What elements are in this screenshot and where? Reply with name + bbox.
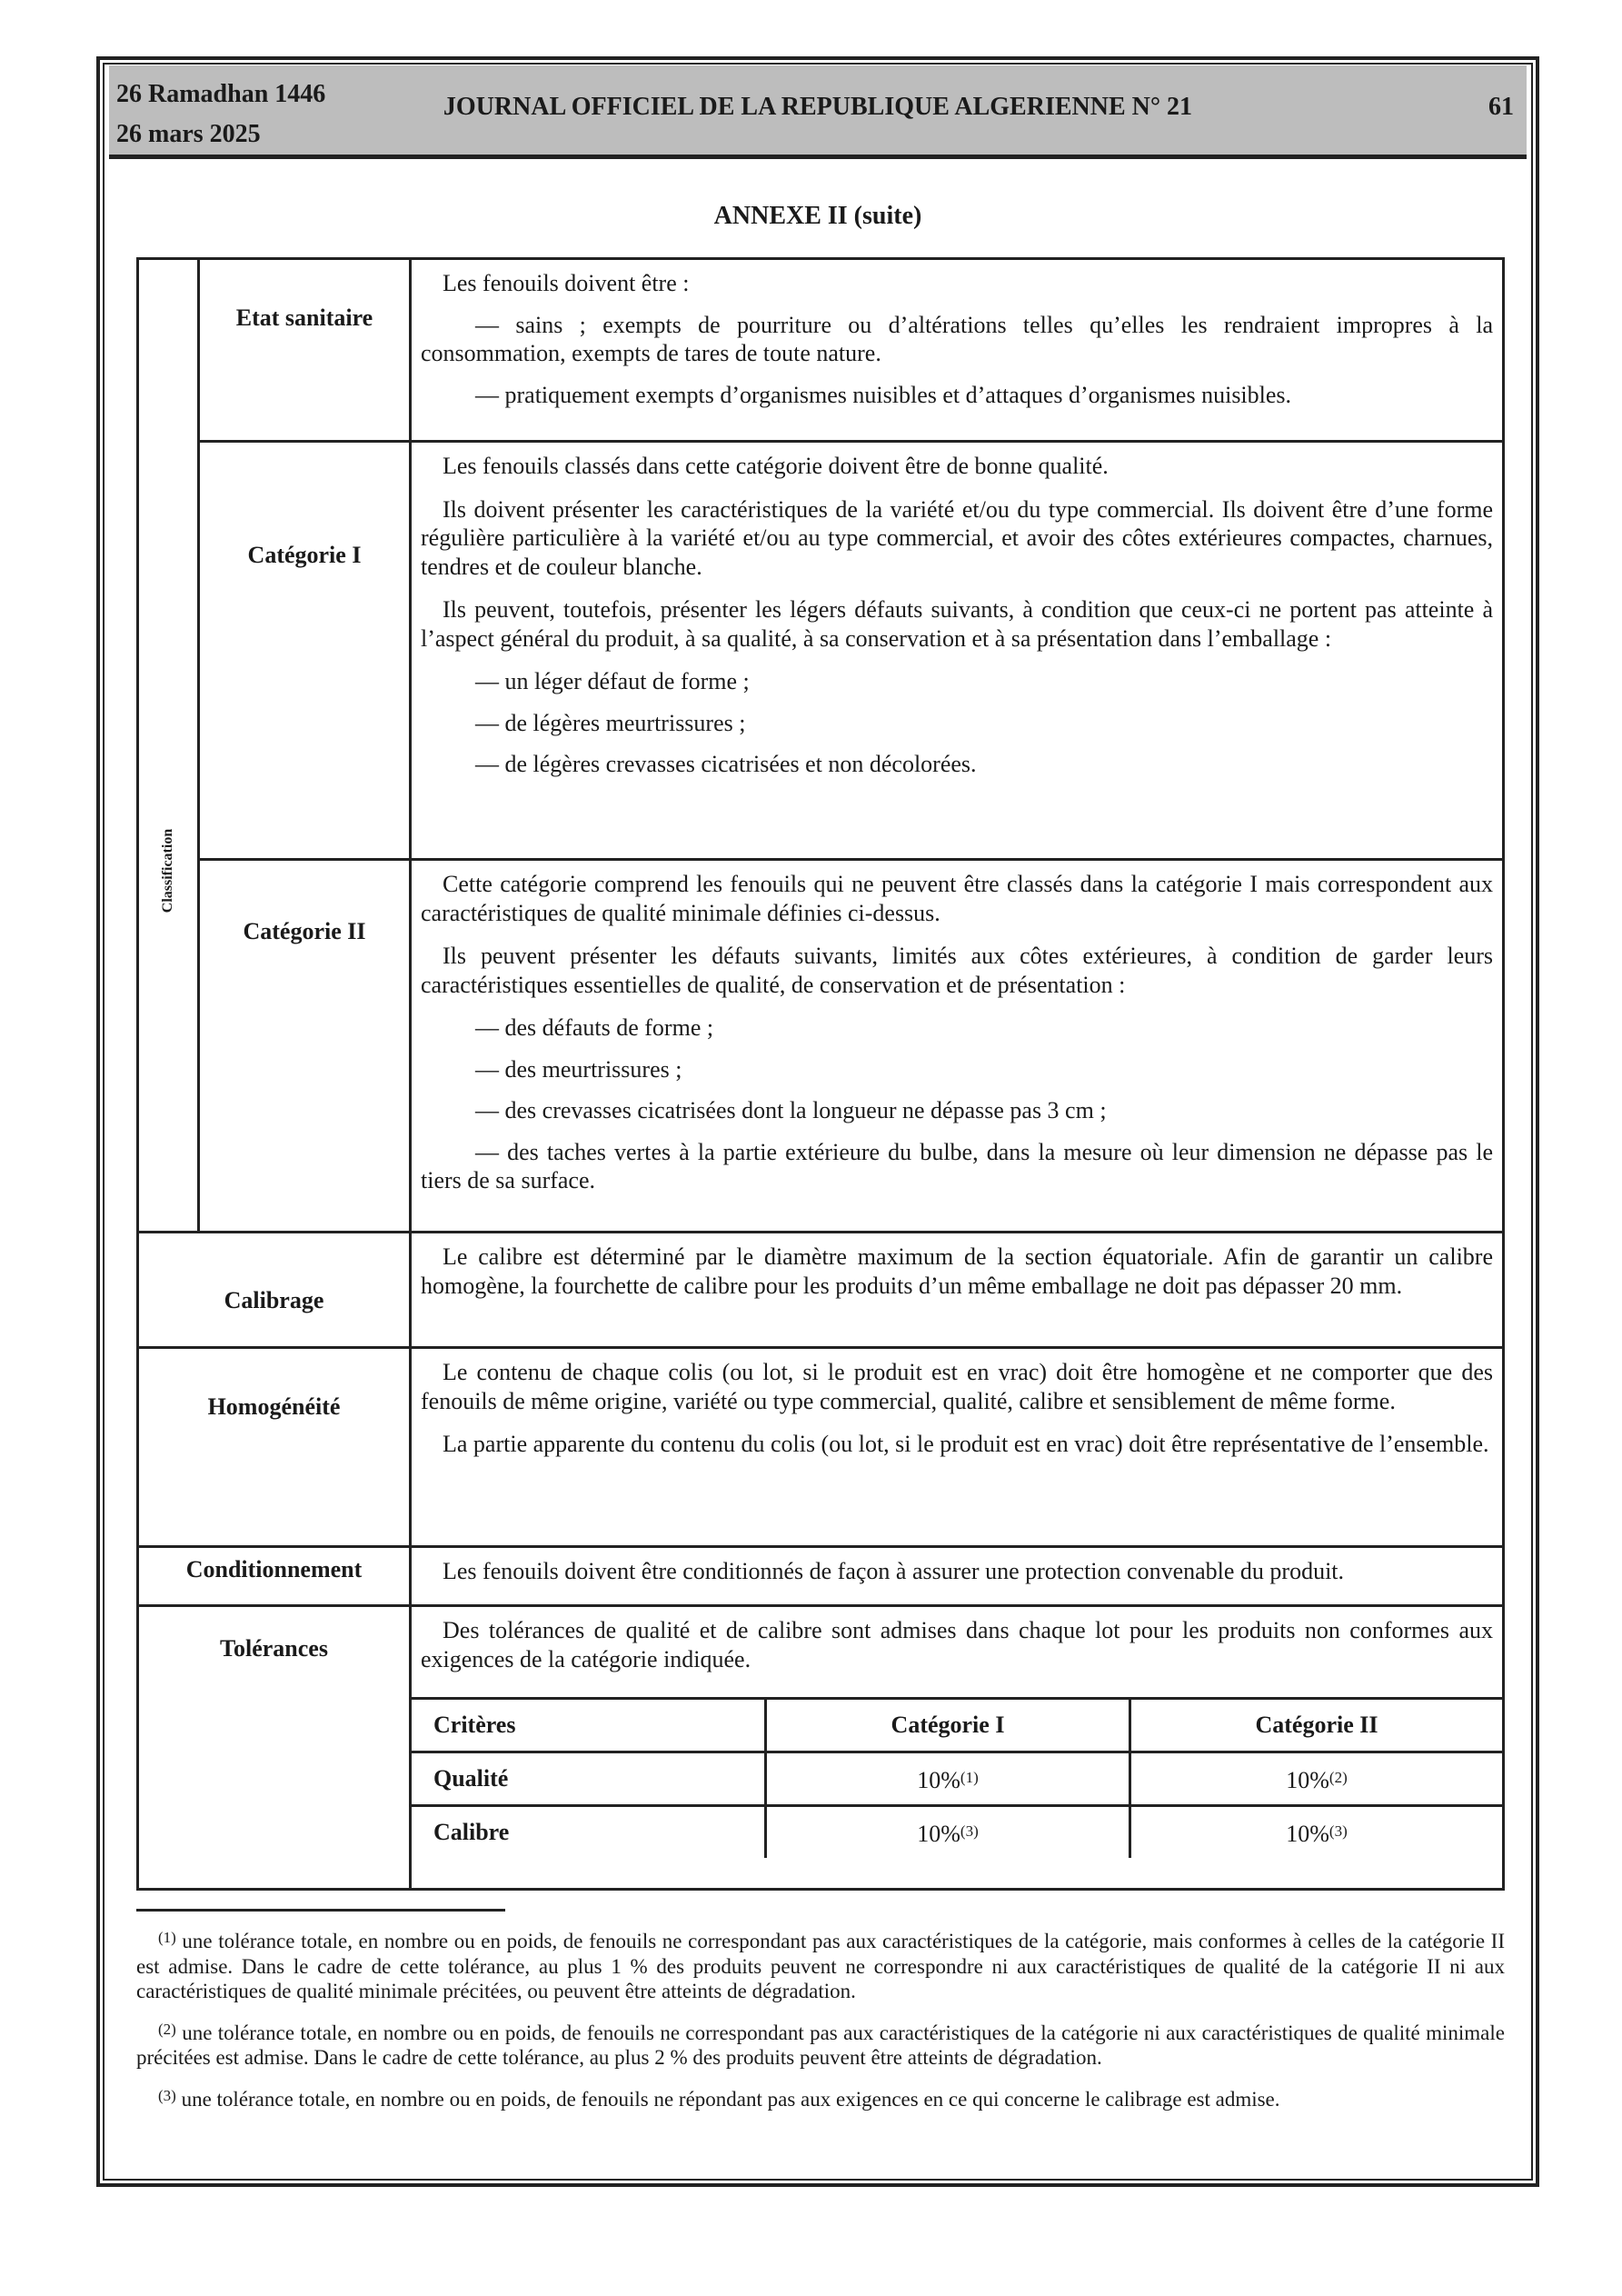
row-categorie-2 (138, 860, 1504, 1233)
critere-cell: Calibre (412, 1806, 766, 1859)
footnote-mark: (3) (158, 2086, 176, 2104)
header-criteres: Critères (412, 1699, 766, 1752)
paragraph: Les fenouils doivent être : (443, 270, 690, 296)
row-homogeneite (138, 1348, 1504, 1547)
header-categorie-1: Catégorie I (766, 1699, 1130, 1752)
paragraph: Ils peuvent, toutefois, présenter les légers défauts suivants, à condition que ceux-ci ne portent pas atteinte à l’aspect général du produit, à sa qualité, à sa conservation et à sa présentation dans l’emballage : (421, 596, 1493, 652)
value: 10% (1286, 1766, 1329, 1793)
tolerance-header-row (412, 1699, 1502, 1752)
table-row (412, 1806, 1502, 1859)
list-item: — des défauts de forme ; (475, 1014, 714, 1041)
content-conditionnement (411, 1547, 1504, 1606)
footnote-ref: (1) (960, 1768, 979, 1786)
value-cell (1130, 1806, 1503, 1859)
footnote-3 (136, 2083, 1505, 2112)
standards-table (136, 257, 1505, 1891)
row-tolerances (138, 1606, 1504, 1890)
row-etat-sanitaire (138, 259, 1504, 442)
list-item: — des crevasses cicatrisées dont la longueur ne dépasse pas 3 cm ; (475, 1097, 1107, 1123)
footnote-ref: (2) (1328, 1768, 1348, 1786)
content-tolerances (411, 1606, 1504, 1890)
footnote-rule (136, 1909, 505, 1912)
list-item: — de légères meurtrissures ; (475, 709, 746, 736)
paragraph: Le contenu de chaque colis (ou lot, si le produit est en vrac) doit être homogène et ne comporter que des fenouils de même origine, variété ou type commercial, qualité, calibre et sensiblement de même forme. (421, 1359, 1493, 1414)
footnote-text: une tolérance totale, en nombre ou en poids, de fenouils ne répondant pas aux exigences en ce qui concerne le calibrage est admise. (175, 2087, 1280, 2111)
page-header (109, 65, 1527, 159)
content-calibrage (411, 1233, 1504, 1348)
gregorian-date: 26 mars 2025 (116, 120, 261, 148)
list-item: — des taches vertes à la partie extérieure du bulbe, dans la mesure où leur dimension ne dépasse pas le tiers de sa surface. (421, 1138, 1493, 1193)
paragraph: Les fenouils doivent être conditionnés de façon à assurer une protection convenable du produit. (443, 1558, 1345, 1584)
footnote-ref: (3) (960, 1822, 979, 1840)
content-categorie-1 (411, 442, 1504, 860)
footnotes (136, 1925, 1505, 2124)
paragraph: — pratiquement exempts d’organismes nuisibles et d’attaques d’organismes nuisibles. (475, 381, 1292, 408)
classification-label: Classification (160, 828, 175, 913)
paragraph: Ils doivent présenter les caractéristiques de la variété et/ou du type commercial. Ils doivent être d’une forme régulière particulière à la variété et/ou au type commercial, et avoir des côtes extérieures compactes, charnues, tendres et de couleur blanche. (421, 495, 1493, 580)
hijri-date: 26 Ramadhan 1446 (116, 80, 326, 108)
header-categorie-2: Catégorie II (1130, 1699, 1503, 1752)
value: 10% (917, 1766, 960, 1793)
value-cell (766, 1806, 1130, 1859)
footnote-ref: (3) (1328, 1822, 1348, 1840)
tolerance-table (412, 1697, 1502, 1858)
list-item: — un léger défaut de forme ; (475, 668, 750, 694)
paragraph: Ils peuvent présenter les défauts suivants, limités aux côtes extérieures, à condition de garder leurs caractéristiques essentielles de qualité, de conservation et de présentation : (421, 943, 1493, 998)
paragraph: Des tolérances de qualité et de calibre sont admises dans chaque lot pour les produits non conformes aux exigences de la catégorie indiquée. (421, 1617, 1493, 1672)
list-item: — de légères crevasses cicatrisées et non décolorées. (475, 751, 977, 777)
label-conditionnement: Conditionnement (138, 1547, 411, 1606)
annex-title: ANNEXE II (suite) (713, 202, 922, 230)
page-number: 61 (1488, 93, 1514, 121)
table-row (412, 1752, 1502, 1806)
row-conditionnement (138, 1547, 1504, 1606)
footnote-mark: (1) (158, 1929, 176, 1946)
footnote-1 (136, 1925, 1505, 2004)
paragraph: Le calibre est déterminé par le diamètre maximum de la section équatoriale. Afin de garantir un calibre homogène, la fourchette de calibre pour les produits d’un même emballage ne doit pas dépasser 20 mm. (421, 1243, 1493, 1299)
critere-cell: Qualité (412, 1752, 766, 1806)
footnote-text: une tolérance totale, en nombre ou en poids, de fenouils ne correspondant pas aux caractéristiques de la catégorie, mais conformes à celles de la catégorie II est admise. Dans le cadre de cette tolérance, au plus 1 % des produits peuvent ne correspondre ni aux caractéristiques de qualité de la catégorie II ni aux caractéristiques de qualité minimale précitées, ou peuvent être atteints de dégradation. (136, 1930, 1505, 2002)
value-cell (1130, 1752, 1503, 1806)
footnote-text: une tolérance totale, en nombre ou en poids, de fenouils ne correspondant pas aux caractéristiques de la catégorie ni aux caractéristiques de qualité minimale précitées est admise. Dans le cadre de cette tolérance, au plus 2 % des produits peuvent être atteints de dégradation. (136, 2021, 1505, 2069)
classification-cell (138, 259, 199, 1233)
label-categorie-1: Catégorie I (199, 442, 411, 860)
row-calibrage (138, 1233, 1504, 1348)
page-frame (96, 56, 1539, 2187)
row-categorie-1 (138, 442, 1504, 860)
paragraph: Cette catégorie comprend les fenouils qui ne peuvent être classés dans la catégorie I mais correspondent aux caractéristiques de qualité minimale définies ci-dessus. (421, 871, 1493, 926)
journal-title: JOURNAL OFFICIEL DE LA REPUBLIQUE ALGERIENNE N° 21 (443, 93, 1193, 121)
label-categorie-2: Catégorie II (199, 860, 411, 1233)
label-tolerances: Tolérances (138, 1606, 411, 1890)
label-homogeneite: Homogénéité (138, 1348, 411, 1547)
paragraph: — sains ; exempts de pourriture ou d’altérations telles qu’elles les rendraient impropres à la consommation, exempts de tares de toute nature. (421, 311, 1493, 366)
content-etat-sanitaire (411, 259, 1504, 442)
content-homogeneite (411, 1348, 1504, 1547)
paragraph: La partie apparente du contenu du colis (ou lot, si le produit est en vrac) doit être représentative de l’ensemble. (443, 1431, 1489, 1457)
label-calibrage: Calibrage (138, 1233, 411, 1348)
value-cell (766, 1752, 1130, 1806)
footnote-2 (136, 2017, 1505, 2071)
value: 10% (1286, 1820, 1329, 1847)
label-etat-sanitaire: Etat sanitaire (199, 259, 411, 442)
list-item: — des meurtrissures ; (475, 1055, 682, 1083)
footnote-mark: (2) (158, 2020, 176, 2038)
value: 10% (917, 1820, 960, 1847)
content-categorie-2 (411, 860, 1504, 1233)
paragraph: Les fenouils classés dans cette catégorie doivent être de bonne qualité. (443, 453, 1109, 479)
